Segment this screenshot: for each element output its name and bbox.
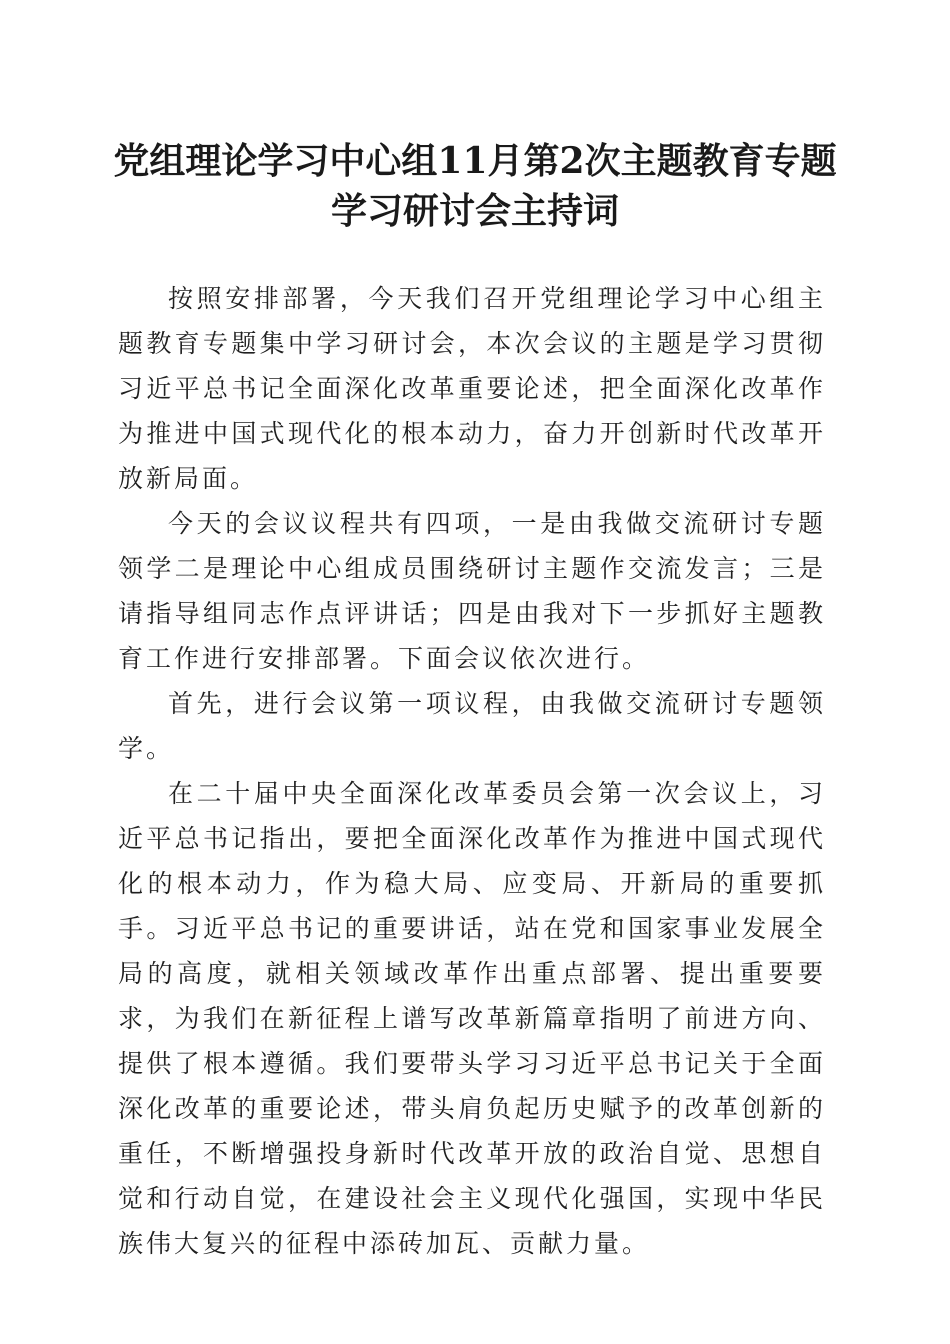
document-body bbox=[118, 276, 826, 1266]
document-title: 党组理论学习中心组11月第2次主题教育专题学习研讨会主持词 bbox=[113, 140, 837, 232]
paragraph-3: 首先，进行会议第一项议程，由我做交流研讨专题领学。 bbox=[118, 689, 826, 763]
paragraph-1: 按照安排部署，今天我们召开党组理论学习中心组主题教育专题集中学习研讨会，本次会议的主题是学习贯彻习近平总书记全面深化改革重要论述，把全面深化改革作为推进中国式现代化的根本动力，奋力开创新时代改革开放新局面。 bbox=[118, 284, 826, 493]
paragraph-4: 在二十届中央全面深化改革委员会第一次会议上，习近平总书记指出，要把全面深化改革作为推进中国式现代化的根本动力，作为稳大局、应变局、开新局的重要抓手。习近平总书记的重要讲话，站在党和国家事业发展全局的高度，就相关领域改革作出重点部署、提出重要要求，为我们在新征程上谱写改革新篇章指明了前进方向、提供了根本遵循。我们要带头学习习近平总书记关于全面深化改革的重要论述，带头肩负起历史赋予的改革创新的重任，不断增强投身新时代改革开放的政治自觉、思想自觉和行动自觉，在建设社会主义现代化强国，实现中华民族伟大复兴的征程中添砖加瓦、贡献力量。 bbox=[118, 779, 826, 1258]
paragraph-2: 今天的会议议程共有四项，一是由我做交流研讨专题领学二是理论中心组成员围绕研讨主题作交流发言；三是请指导组同志作点评讲话；四是由我对下一步抓好主题教育工作进行安排部署。下面会议依次进行。 bbox=[118, 509, 826, 673]
